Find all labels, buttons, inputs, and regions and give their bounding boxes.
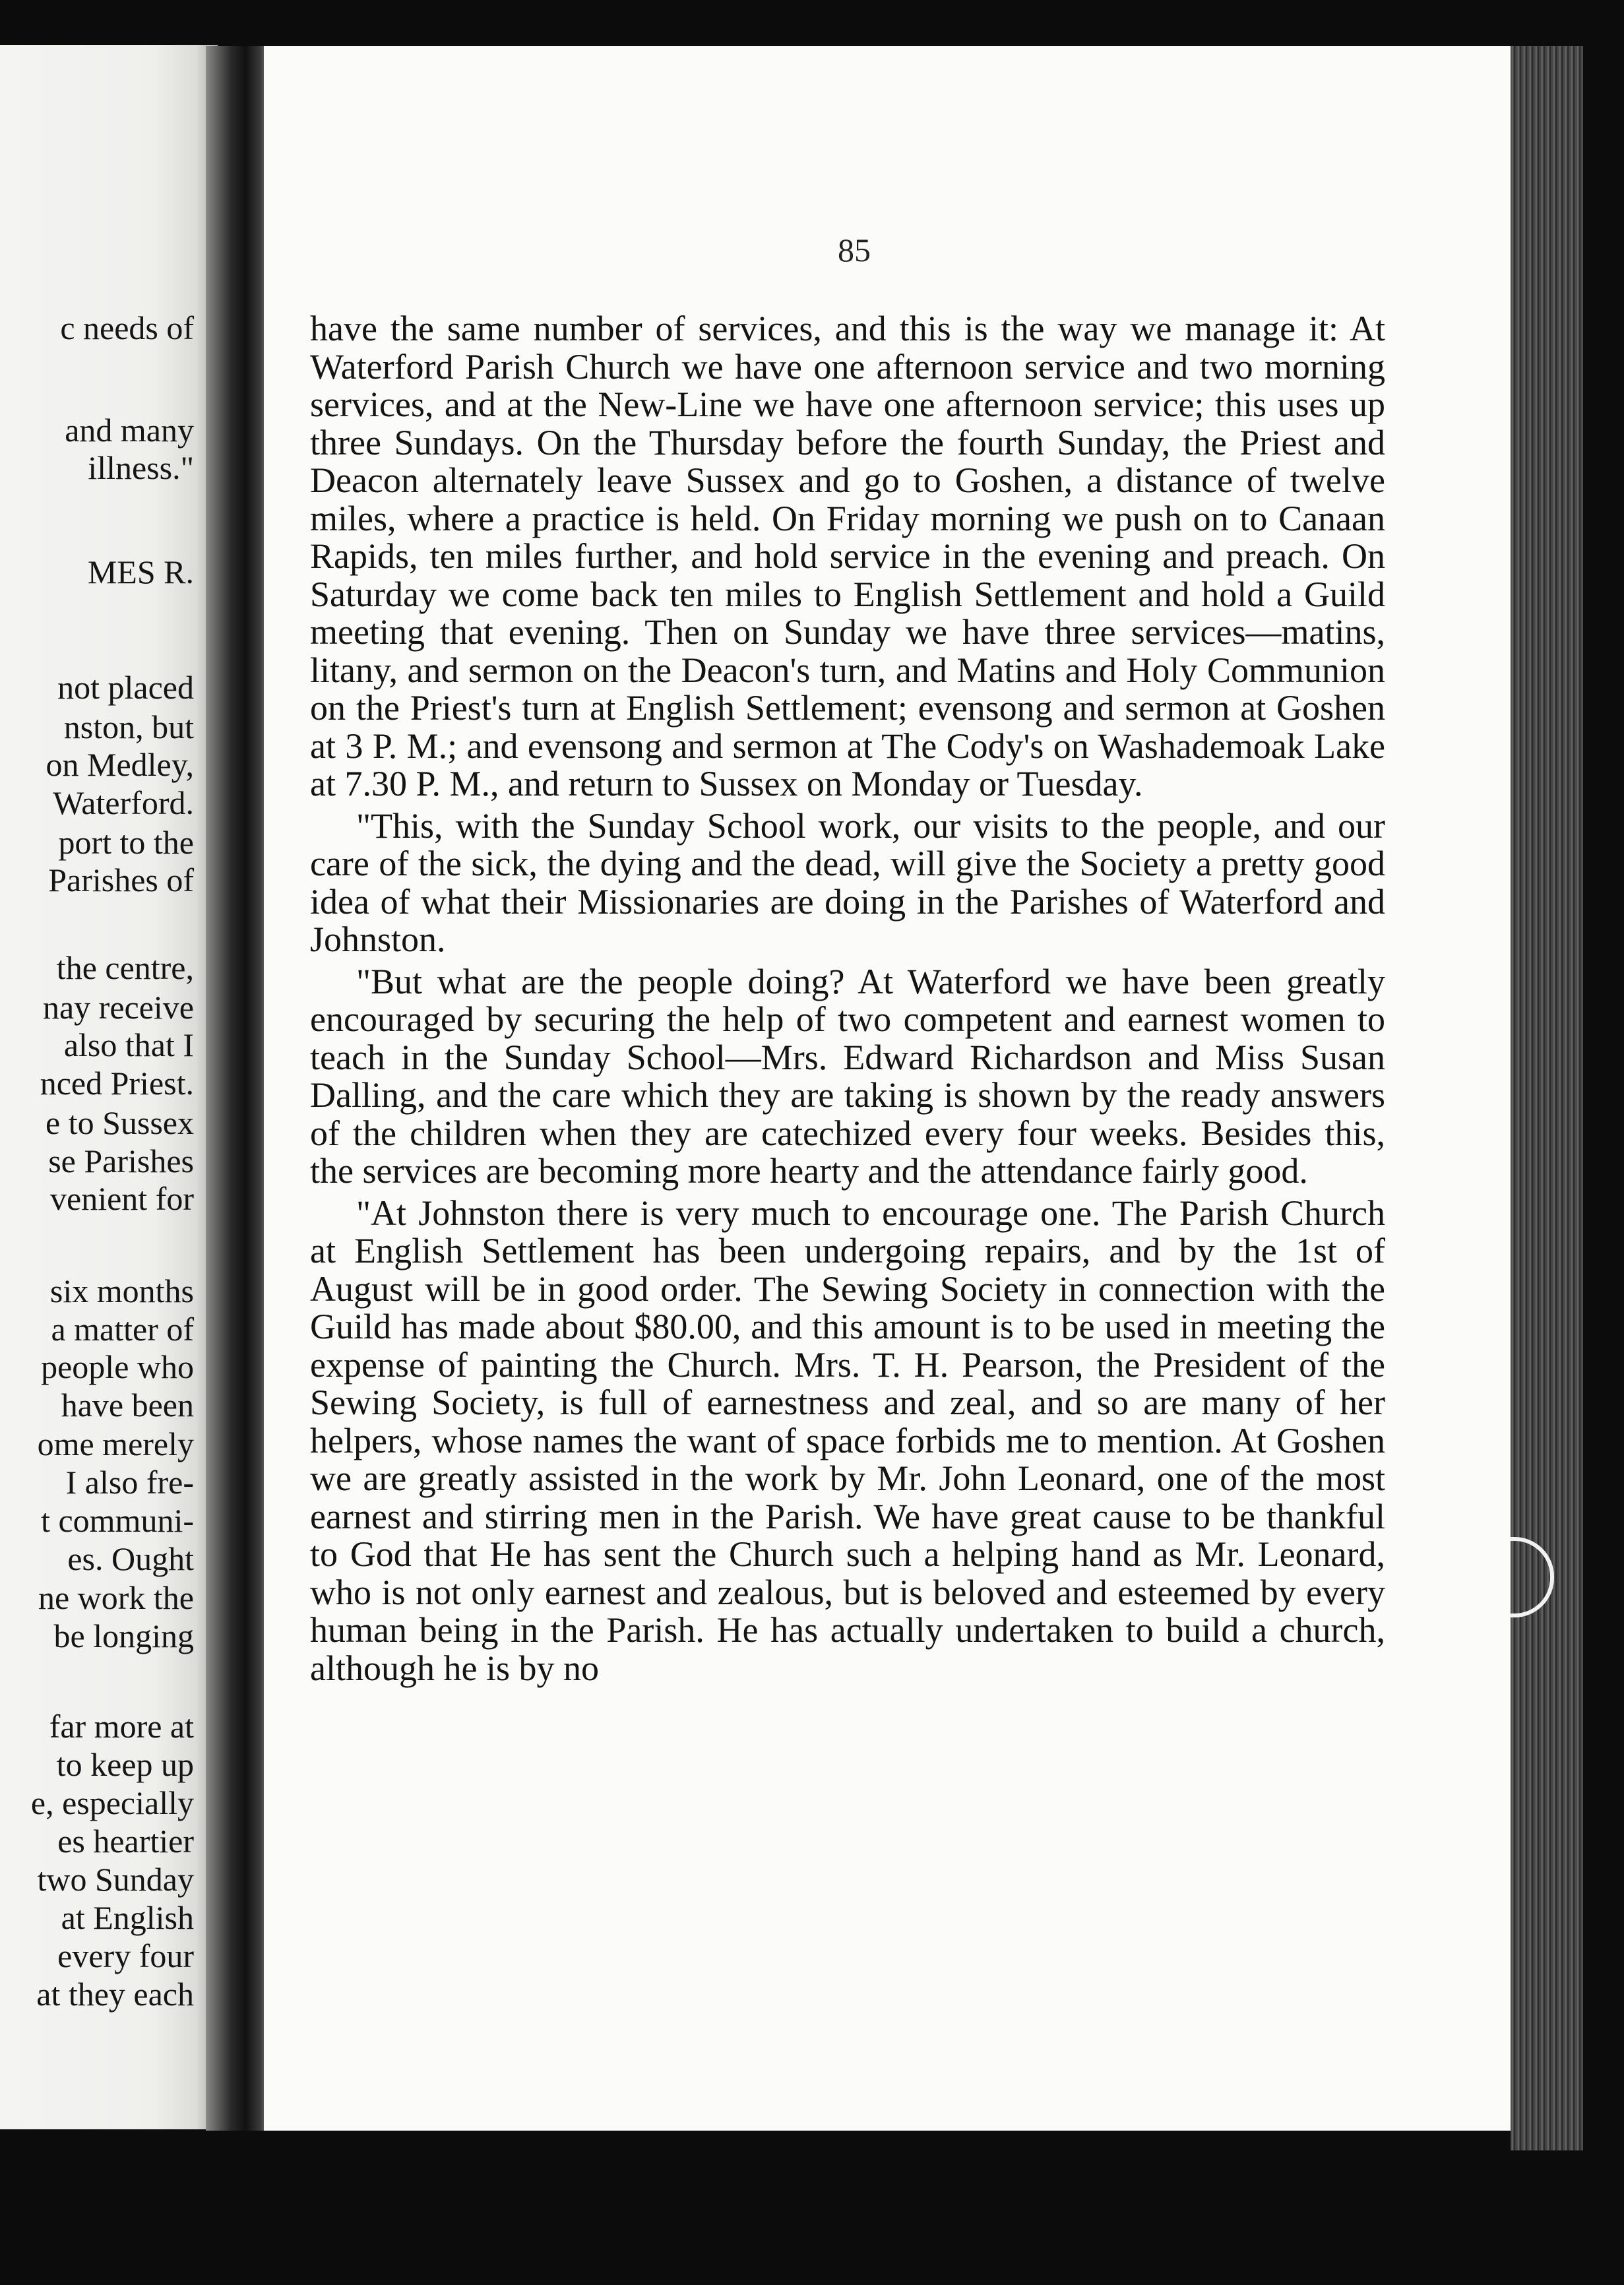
- left-page-line: a matter of: [51, 1311, 194, 1348]
- left-page-line: nston, but: [63, 708, 194, 745]
- left-page-line: at they each: [36, 1976, 194, 2013]
- left-page-line: port to the: [58, 824, 194, 861]
- left-page-line: on Medley,: [46, 746, 194, 783]
- paragraph: "This, with the Sunday School work, our visits to the people, and our care of the sick, the dying and the dead, will give the Society a pretty good idea of what their Missionaries are doing in the Parishes of Waterford and Johnston.: [310, 805, 1385, 959]
- left-page-line: venient for: [50, 1180, 194, 1217]
- left-page-line: people who: [41, 1348, 194, 1385]
- left-page-line: at English: [61, 1899, 194, 1936]
- left-page-line: es. Ought: [67, 1540, 194, 1577]
- left-page-line: t communi-: [41, 1502, 194, 1539]
- left-page-line: also that I: [63, 1026, 194, 1063]
- paragraph: "But what are the people doing? At Waterford we have been greatly encouraged by securing the help of two competent and earnest women to teach in the Sunday School—Mrs. Edward Richardson and Miss Susan Dalling, and the care which they are taking is shown by the ready answers of the children when they are catechized every four weeks. Besides this, the services are becoming more hearty and the attendance fairly good.: [310, 961, 1385, 1191]
- page-edges: [1511, 46, 1583, 2150]
- left-page-line: e to Sussex: [46, 1104, 194, 1141]
- left-page-line: far more at: [49, 1708, 194, 1745]
- left-page-line: se Parishes: [48, 1142, 194, 1179]
- left-page-line: six months: [49, 1272, 194, 1309]
- left-page-line: be longing: [53, 1617, 194, 1654]
- left-page-line: MES R.: [87, 553, 194, 590]
- left-page-line: Parishes of: [48, 861, 194, 898]
- left-page: [0, 45, 218, 2129]
- left-page-line: every four: [57, 1937, 194, 1974]
- left-page-line: not placed: [57, 669, 194, 706]
- page-number: 85: [838, 232, 871, 268]
- left-page-line: nced Priest.: [40, 1065, 194, 1102]
- left-page-line: and many: [65, 412, 194, 449]
- paragraph: "At Johnston there is very much to encourage one. The Parish Church at English Settlement has been undergoing repairs, and by the 1st of August will be in good order. The Sewing Society in connection with the Guild has made about $80.00, and this amount is to be used in meeting the expense of painting the Church. Mrs. T. H. Pearson, the President of the Sewing Society, is full of earnestness and zeal, and so are many of her helpers, whose names the want of space forbids me to mention. At Goshen we are greatly assisted in the work by Mr. John Leonard, one of the most earnest and stirring men in the Parish. We have great cause to be thankful to God that He has sent the Church such a helping hand as Mr. Leonard, who is not only earnest and zealous, but is beloved and esteemed by every human being in the Parish. He has actually undertaken to build a church, although he is by no: [310, 1193, 1385, 1688]
- left-page-line: es heartier: [57, 1823, 194, 1860]
- left-page-line: have been: [61, 1387, 194, 1424]
- left-page-line: e, especially: [30, 1784, 194, 1821]
- left-page-line: ne work the: [38, 1579, 194, 1616]
- left-page-line: c needs of: [60, 309, 194, 346]
- body-text: [310, 310, 1385, 1687]
- left-page-line: two Sunday: [37, 1861, 194, 1898]
- left-page-line: Waterford.: [53, 784, 194, 821]
- left-page-line: illness.": [88, 449, 194, 486]
- left-page-line: to keep up: [56, 1746, 194, 1783]
- left-page-line: nay receive: [42, 989, 194, 1026]
- paragraph: have the same number of services, and this is the way we manage it: At Waterford Parish Church we have one afternoon service and two morning services, and at the New-Line we have one afternoon service; this uses up three Sundays. On the Thursday before the fourth Sunday, the Priest and Deacon alternately leave Sussex and go to Goshen, a distance of twelve miles, where a practice is held. On Friday morning we push on to Canaan Rapids, ten miles further, and hold service in the evening and preach. On Saturday we come back ten miles to English Settlement and hold a Guild meeting that evening. Then on Sunday we have three services—matins, litany, and sermon on the Deacon's turn, and Matins and Holy Communion on the Priest's turn at English Settlement; evensong and sermon at Goshen at 3 P. M.; and evensong and sermon at The Cody's on Washademoak Lake at 7.30 P. M., and return to Sussex on Monday or Tuesday.: [310, 309, 1385, 803]
- left-page-line: ome merely: [37, 1425, 194, 1462]
- left-page-line: I also fre-: [65, 1464, 194, 1501]
- left-page-line: the centre,: [56, 949, 194, 986]
